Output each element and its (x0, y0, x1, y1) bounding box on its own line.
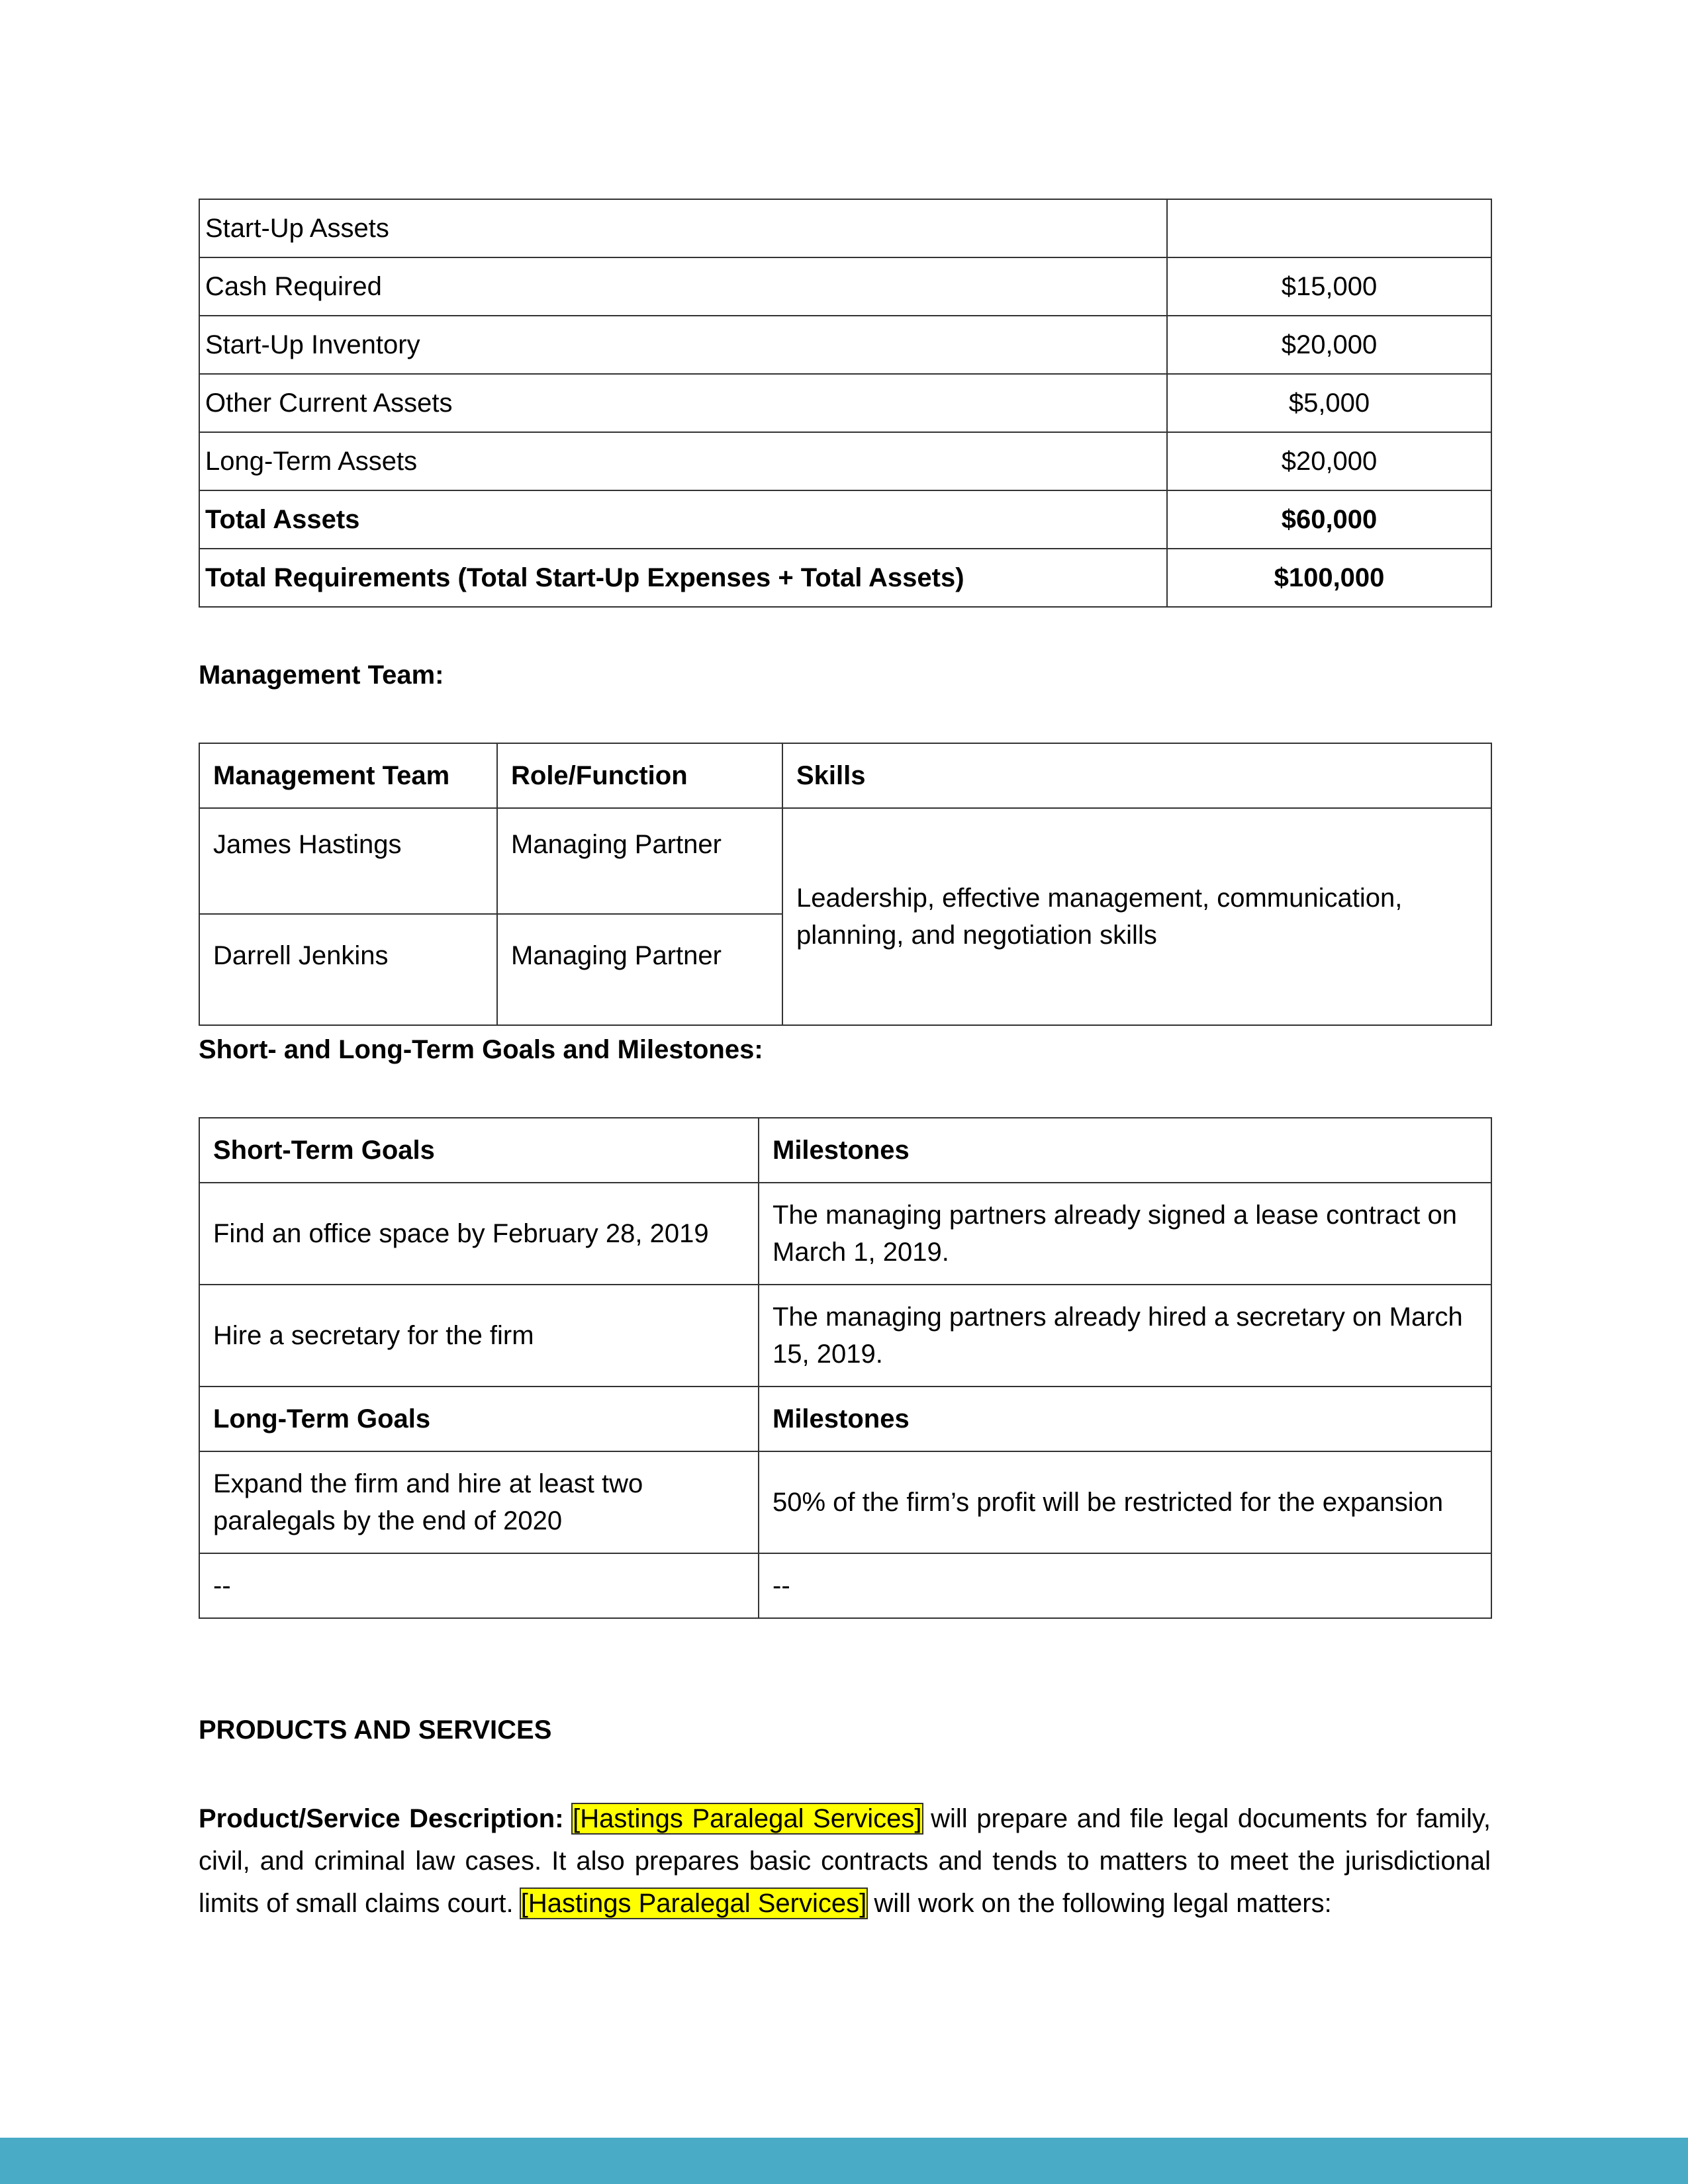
milestone-cell: -- (759, 1553, 1491, 1618)
goal-cell: Expand the firm and hire at least two paralegals by the end of 2020 (199, 1451, 759, 1553)
total-requirements-label: Total Requirements (Total Start-Up Expenses + Total Assets) (199, 549, 1167, 607)
description-label: Product/Service Description: (199, 1804, 564, 1833)
goal-cell: Find an office space by February 28, 2019 (199, 1183, 759, 1285)
table-row (199, 199, 1491, 257)
member-name: James Hastings (199, 808, 497, 914)
milestone-cell: 50% of the firm’s profit will be restricted for the expansion (759, 1451, 1491, 1553)
milestones-header: Milestones (759, 1118, 1491, 1183)
total-assets-label: Total Assets (199, 490, 1167, 549)
asset-label: Other Current Assets (199, 374, 1167, 432)
products-services-heading: PRODUCTS AND SERVICES (199, 1715, 552, 1745)
total-requirements-amount: $100,000 (1167, 549, 1491, 607)
table-row (199, 1285, 1491, 1387)
skills-cell: Leadership, effective management, communication, planning, and negotiation skills (782, 808, 1491, 1025)
footer-bar (0, 2138, 1688, 2184)
asset-amount: $5,000 (1167, 374, 1491, 432)
table-row (199, 316, 1491, 374)
table-row (199, 374, 1491, 432)
product-description (199, 1797, 1491, 1925)
asset-amount: $20,000 (1167, 432, 1491, 490)
member-role: Managing Partner (497, 914, 782, 1025)
table-row (199, 257, 1491, 316)
asset-label: Start-Up Assets (199, 199, 1167, 257)
table-row (199, 490, 1491, 549)
table-row (199, 432, 1491, 490)
management-table (199, 743, 1492, 1026)
description-text: will prepare and file legal documents for family, civil, and criminal law cases. It also prepares basic contracts and tends to matters to meet the jurisdictional limits of small claims court. (199, 1804, 1491, 1918)
short-term-goals-header: Short-Term Goals (199, 1118, 759, 1183)
milestone-cell: The managing partners already signed a lease contract on March 1, 2019. (759, 1183, 1491, 1285)
member-name: Darrell Jenkins (199, 914, 497, 1025)
table-row (199, 1183, 1491, 1285)
asset-amount: $20,000 (1167, 316, 1491, 374)
goals-table (199, 1117, 1492, 1619)
management-heading: Management Team: (199, 660, 444, 690)
goals-heading: Short- and Long-Term Goals and Milestones: (199, 1035, 763, 1064)
milestones-header: Milestones (759, 1387, 1491, 1451)
table-row (199, 808, 1491, 914)
total-assets-amount: $60,000 (1167, 490, 1491, 549)
member-role: Managing Partner (497, 808, 782, 914)
company-name-highlight: [Hastings Paralegal Services] (520, 1889, 867, 1918)
table-row (199, 1451, 1491, 1553)
column-header: Management Team (199, 743, 497, 808)
asset-label: Cash Required (199, 257, 1167, 316)
company-name-highlight: [Hastings Paralegal Services] (573, 1804, 922, 1833)
goal-cell: Hire a secretary for the firm (199, 1285, 759, 1387)
table-header-row (199, 743, 1491, 808)
table-row (199, 1553, 1491, 1618)
goal-cell: -- (199, 1553, 759, 1618)
description-text: will work on the following legal matters: (867, 1889, 1332, 1918)
column-header: Role/Function (497, 743, 782, 808)
asset-label: Start-Up Inventory (199, 316, 1167, 374)
asset-amount (1167, 199, 1491, 257)
asset-amount: $15,000 (1167, 257, 1491, 316)
table-row (199, 549, 1491, 607)
milestone-cell: The managing partners already hired a secretary on March 15, 2019. (759, 1285, 1491, 1387)
table-header-row (199, 1118, 1491, 1183)
asset-label: Long-Term Assets (199, 432, 1167, 490)
long-term-goals-header: Long-Term Goals (199, 1387, 759, 1451)
assets-table (199, 199, 1492, 608)
column-header: Skills (782, 743, 1491, 808)
table-header-row (199, 1387, 1491, 1451)
